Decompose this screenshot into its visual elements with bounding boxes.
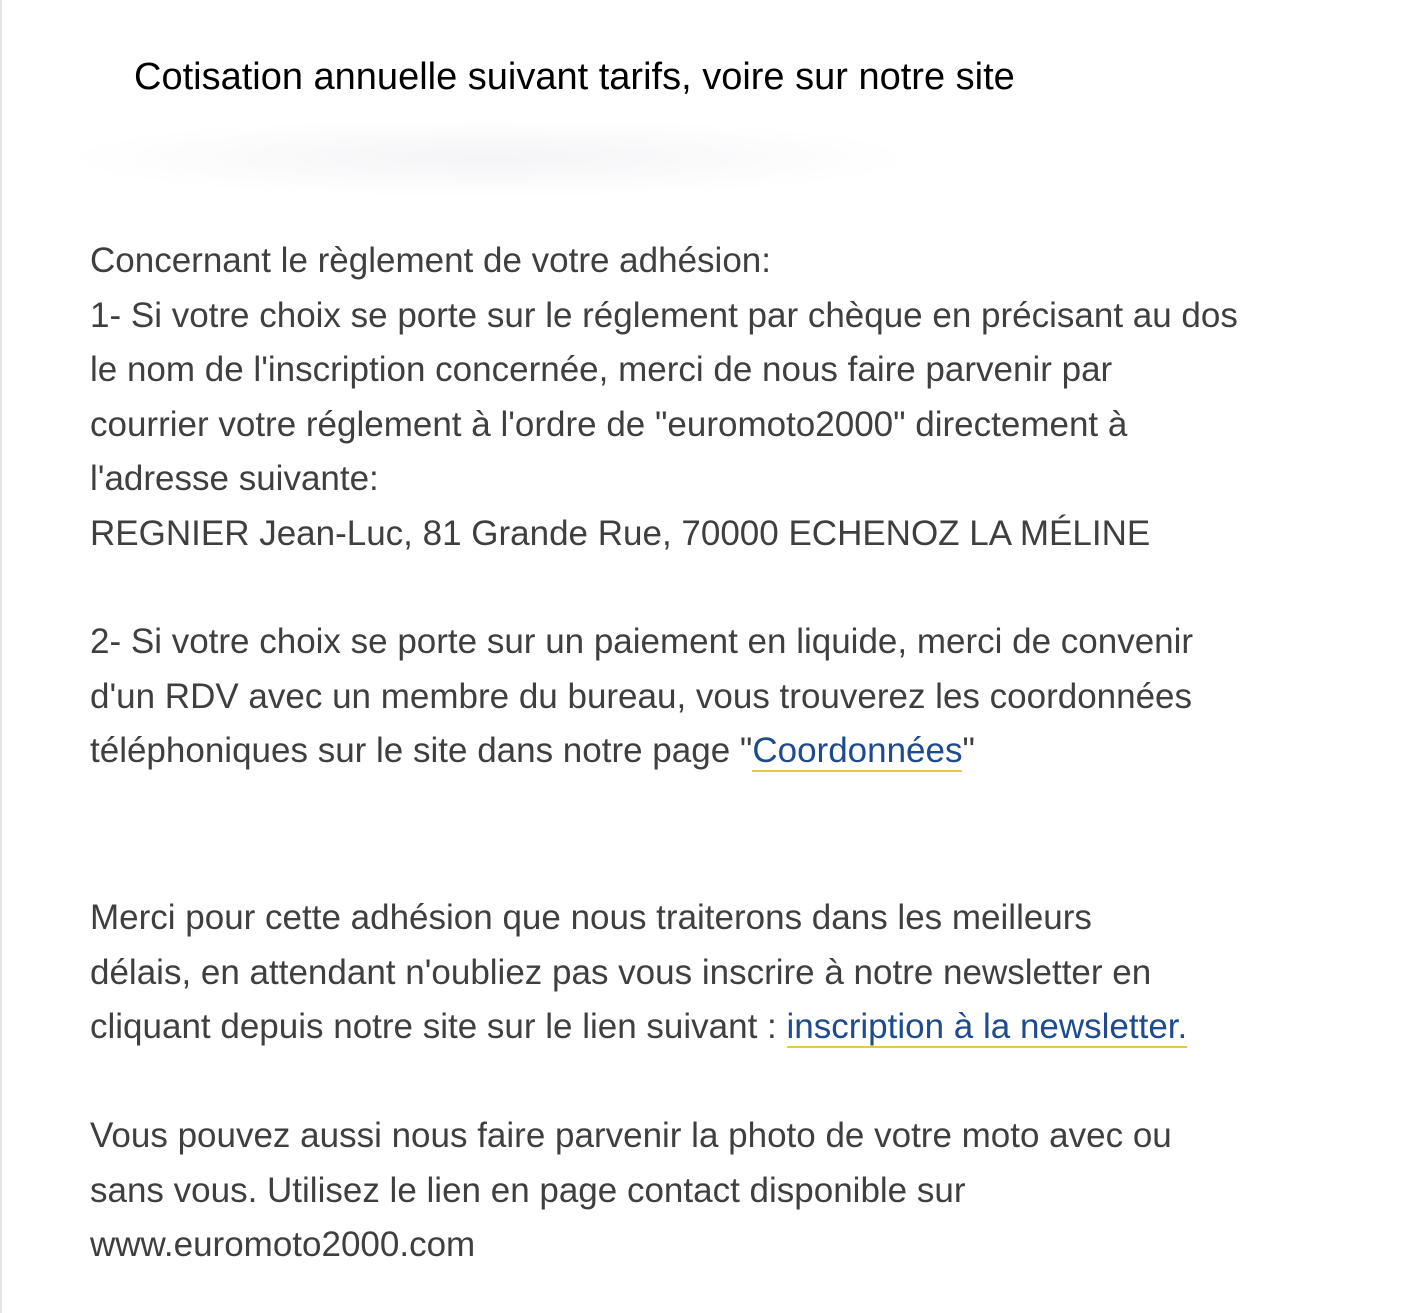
payment-instructions-cheque — [90, 234, 1238, 561]
cash-line: 2- Si votre choix se porte sur un paiement en liquide, merci de convenir — [90, 622, 1194, 661]
cheque-line: le nom de l'inscription concernée, merci de nous faire parvenir par — [90, 350, 1113, 389]
postal-address: REGNIER Jean-Luc, 81 Grande Rue, 70000 ECHENOZ LA MÉLINE — [90, 513, 1151, 553]
cash-line — [90, 724, 1193, 779]
thank-you-paragraph — [90, 891, 1187, 1055]
cash-line: d'un RDV avec un membre du bureau, vous trouverez les coordonnées — [90, 676, 1193, 716]
payment-instructions-cash — [90, 615, 1193, 779]
scan-smudge — [60, 118, 920, 198]
photo-line: sans vous. Utilisez le lien en page contact disponible sur — [90, 1170, 966, 1210]
website-url: www.euromoto2000.com — [90, 1225, 476, 1264]
coordonnees-link[interactable]: Coordonnées — [752, 731, 963, 770]
thanks-line: Merci pour cette adhésion que nous traiterons dans les meilleurs — [90, 898, 1092, 937]
cheque-line: 1- Si votre choix se porte sur le réglement par chèque en précisant au dos — [90, 295, 1238, 335]
cheque-line: courrier votre réglement à l'ordre de "euromoto2000" directement à — [90, 404, 1128, 444]
cheque-line: l'adresse suivante: — [90, 459, 379, 498]
thanks-line-prefix: cliquant depuis notre site sur le lien suivant : — [90, 1007, 787, 1046]
thanks-line — [90, 1000, 1187, 1055]
page-edge — [0, 0, 2, 1313]
photo-line: Vous pouvez aussi nous faire parvenir la photo de votre moto avec ou — [90, 1116, 1172, 1155]
page-title: Cotisation annuelle suivant tarifs, voire sur notre site — [134, 56, 1015, 98]
cash-line-prefix: téléphoniques sur le site dans notre page " — [90, 731, 753, 770]
cash-line-suffix: " — [962, 731, 975, 770]
thanks-line: délais, en attendant n'oubliez pas vous inscrire à notre newsletter en — [90, 952, 1152, 992]
cheque-line: Concernant le règlement de votre adhésion: — [90, 241, 771, 280]
newsletter-link[interactable]: inscription à la newsletter. — [786, 1007, 1188, 1046]
photo-paragraph — [90, 1109, 1172, 1273]
